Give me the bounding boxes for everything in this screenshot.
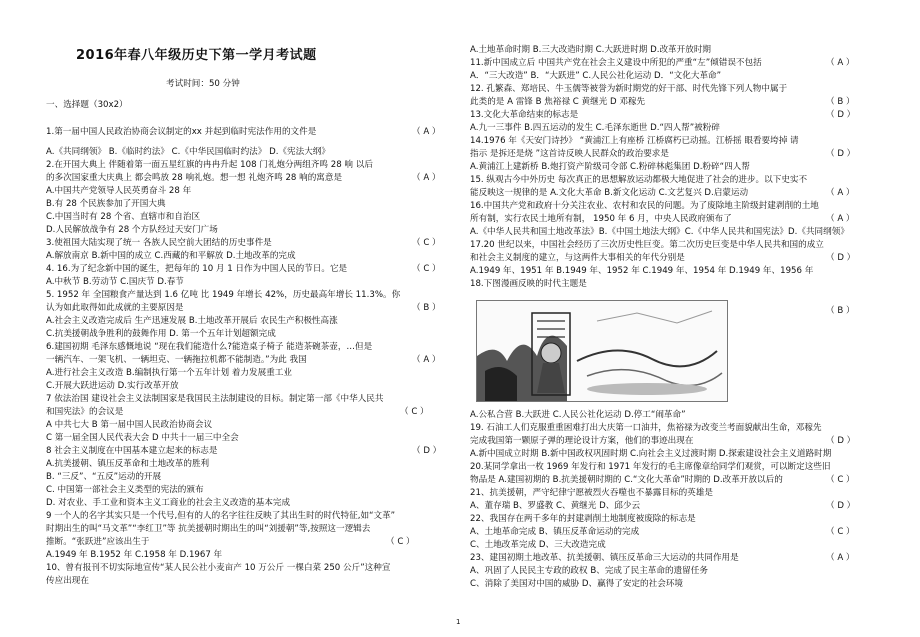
question-line: 19. 石油工人们克服重重困难打出大庆第一口油井，焦裕禄为改变兰考面貌献出生命，邓稼先: [470, 423, 822, 433]
answer: （ D ）: [826, 501, 856, 511]
question-line: 1.第一届中国人民政治协商会议制定的xx 并起到临时宪法作用的文件是: [46, 127, 317, 137]
question-line: A.1949 年 B.1952 年 C.1958 年 D.1967 年: [46, 550, 223, 560]
answer: （ D ）: [826, 253, 856, 263]
question-line: 22、我国存在两千多年的封建剥削土地制度被废除的标志是: [470, 514, 696, 524]
answer: （ A ）: [826, 188, 855, 198]
question-line: A.社会主义改造完成后 生产迅速发展 B.土地改革开展后 农民生产积极性高涨: [46, 316, 338, 326]
question-line: 此类的是 A 雷锋 B 焦裕禄 C 黄继光 D 邓稼先: [470, 97, 646, 107]
question-line: A.新中国成立时期 B.新中国政权巩固时期 C.向社会主义过渡时期 D.探索建设社会主义道路时期: [470, 449, 832, 459]
answer: （ C ）: [400, 407, 429, 417]
question-line: 物品是 A.建国初期的 B.抗美援朝时期的 C.“文化大革命”时期的 D.改革开放以后的: [470, 475, 783, 485]
question-line: A.黄浦江上建新桥 B.炮打资产阶级司令部 C.粉碎林彪集团 D.粉碎“四人帮: [470, 162, 750, 172]
question-line: C、消除了美国对中国的威胁 D、赢得了安定的社会环境: [470, 579, 684, 589]
question-line: C.抗美援朝战争胜利的鼓舞作用 D. 第一个五年计划超额完成: [46, 329, 276, 339]
question-line: A.中国共产党领导人民英勇奋斗 28 年: [46, 186, 192, 196]
question-line: 9 一个人的名字其实只是一个代号,但有的人的名字往往反映了其出生时的时代特征,如“文革”: [46, 511, 396, 521]
question-line: 和国宪法》的会议是: [46, 407, 124, 417]
question-line: A、土地革命完成 B、镇压反革命运动的完成: [470, 527, 640, 537]
answer: （ A ）: [826, 58, 855, 68]
section-heading: 一、选择题（30x2）: [46, 100, 128, 110]
question-line: A.《共同纲领》 B.《临时约法》 C.《中华民国临时约法》 D.《宪法大纲》: [46, 147, 330, 157]
answer: （ C ）: [826, 475, 855, 485]
question-line: 14.1976 年《天安门诗抄》 “黄浦江上有座桥 江桥腐朽已动摇。江桥摇 眼看要垮掉 请: [470, 136, 799, 146]
answer: （ A ）: [826, 553, 855, 563]
question-line: 4. 16.为了纪念新中国的诞生，把每年的 10 月 1 日作为中国人民的节日。它是: [46, 264, 348, 274]
cartoon-figure: [476, 300, 728, 402]
question-line: 认为如此取得如此成就的主要原因是: [46, 303, 184, 313]
question-line: 10、曾有报刊不切实际地宣传“某人民公社小麦亩产 10 万公斤 一棵白菜 250 公斤”这种宣: [46, 563, 391, 573]
question-line: A.《中华人民共和国土地改革法》B.《中国土地法大纲》C.《中华人民共和国宪法》D.《共同纲领》: [470, 227, 849, 237]
question-line: 推断。“张跃进”应该出生于: [46, 537, 150, 547]
question-line: 传应出现在: [46, 576, 89, 586]
answer: （ C ）: [412, 264, 441, 274]
exam-time: 考试时间：50 分钟: [166, 79, 240, 89]
question-line: 8 社会主义制度在中国基本建立起来的标志是: [46, 446, 218, 456]
question-line: D. 对农业、手工业和资本主义工商业的社会主义改造的基本完成: [46, 498, 291, 508]
answer: （ C ）: [412, 238, 441, 248]
question-line: A.九一三事件 B.四五运动的发生 C.毛泽东逝世 D.“四人帮”被粉碎: [470, 123, 720, 133]
answer: （ A ）: [826, 214, 855, 224]
page-number: 1: [456, 618, 461, 626]
question-line: B.有 28 个民族参加了开国大典: [46, 199, 166, 209]
answer: （ D ）: [826, 436, 856, 446]
question-line: 12. 孔繁森、郑培民、牛玉儒等被誉为新时期党的好干部、时代先锋下列人物中属于: [470, 84, 788, 94]
question-line: 时期出生的叫“马文革”“李红卫”等 抗美援朝时期出生的叫“刘援朝”等,按照这一逻辑去: [46, 524, 371, 534]
question-line: 13.文化大革命结束的标志是: [470, 110, 579, 120]
question-line: C.中国当时有 28 个省、直辖市和自治区: [46, 212, 201, 222]
question-line: A、董存瑞 B、罗盛教 C、黄继光 D、邱少云: [470, 501, 641, 511]
answer: （ B ）: [826, 97, 855, 107]
question-line: A.土地革命时期 B.三大改造时期 C.大跃进时期 D.改革开放时期: [470, 45, 712, 55]
question-line: A.公私合营 B.大跃进 C.人民公社化运动 D.停工“闹革命”: [470, 410, 686, 420]
question-line: 2.在开国大典上 伴随着第一面五星红旗的冉冉升起 108 门礼炮分两组齐鸣 28 响 以后: [46, 160, 373, 170]
question-line: 17.20 世纪以来，中国社会经历了三次历史性巨变。第二次历史巨变是中华人民共和国的成立: [470, 240, 824, 250]
question-line: C 第一届全国人民代表大会 D 中共十一届三中全会: [46, 433, 239, 443]
answer: （ D ）: [826, 149, 856, 159]
question-line: C、土地改革完成 D、三大改造完成: [470, 540, 606, 550]
answer: （ C ）: [826, 527, 855, 537]
question-line: 6.建国初期 毛泽东感慨地说 “现在我们能造什么?能造桌子椅子 能造茶碗茶壶，…但是: [46, 342, 373, 352]
question-line: 11.新中国成立后 中国共产党在社会主义建设中所犯的严重“左”倾错误不包括: [470, 58, 762, 68]
answer: （ A ）: [412, 355, 441, 365]
question-line: 7 依法治国 建设社会主义法制国家是我国民主法制建设的目标。制定第一部《中华人民共: [46, 394, 384, 404]
question-line: 指示 是拆还是烧 ”这首诗反映人民群众的政治要求是: [470, 149, 669, 159]
question-line: A、巩固了人民民主专政的政权 B、完成了民主革命的遗留任务: [470, 566, 708, 576]
question-line: 的多次国家重大庆典上 都会鸣放 28 响礼炮。想一想 礼炮齐鸣 28 响的寓意是: [46, 173, 343, 183]
answer: （ D ）: [412, 446, 442, 456]
question-line: 一辆汽车、一架飞机、一辆坦克、一辆拖拉机都不能制造。”为此 我国: [46, 355, 307, 365]
question-line: A.中秋节 B.劳动节 C.国庆节 D.春节: [46, 277, 184, 287]
page-title: 2016年春八年级历史下第一学月考试题: [76, 48, 317, 63]
question-line: 5. 1952 年 全国粮食产量达到 1.6 亿吨 比 1949 年增长 42%，历史最高年增长 11.3%。你: [46, 290, 401, 300]
question-line: 和社会主义制度的建立，与这两件大事相关的年代分别是: [470, 253, 685, 263]
question-line: A 中共七大 B 第一届中国人民政治协商会议: [46, 420, 213, 430]
answer: （ D ）: [826, 110, 856, 120]
question-line: 3.使祖国大陆实现了统一 各族人民空前大团结的历史事件是: [46, 238, 272, 248]
question-line: B. “三反”、“五反”运动的开展: [46, 472, 162, 482]
question-line: D.人民解放战争有 28 个方队经过天安门广场: [46, 225, 218, 235]
question-line: 所有制，实行农民土地所有制， 1950 年 6 月，中央人民政府颁布了: [470, 214, 732, 224]
question-line: A．“三大改造” B．“大跃进” C.人民公社化运动 D．“文化大革命”: [470, 71, 722, 81]
answer: （ B ）: [412, 303, 441, 313]
question-line: C. 中国第一部社会主义类型的宪法的颁布: [46, 485, 204, 495]
question-line: 21、抗美援朝，严守纪律宁愿被烈火吞噬也不暴露目标的英雄是: [470, 488, 713, 498]
question-line: 能反映这一规律的是 A.文化大革命 B.新文化运动 C.文艺复兴 D.启蒙运动: [470, 188, 749, 198]
question-line: A.抗美援朝、镇压反革命和土地改革的胜利: [46, 459, 210, 469]
question-line: C.开展大跃进运动 D.实行改革开放: [46, 381, 179, 391]
answer: （ B ）: [826, 306, 855, 316]
question-line: 20.某同学拿出一枚 1969 年发行和 1971 年发行的毛主席像章给同学们观赏，可以断定这些旧: [470, 462, 831, 472]
answer: （ A ）: [412, 127, 441, 137]
question-line: 16.中国共产党和政府十分关注农业、农村和农民的问题。为了废除地主阶级封建剥削的土地: [470, 201, 819, 211]
question-line: A.解放南京 B.新中国的成立 C.西藏的和平解放 D.土地改革的完成: [46, 251, 296, 261]
answer: （ C ）: [386, 537, 415, 547]
cartoon-drawing: [477, 301, 727, 401]
question-line: 完成我国第一颗原子弹的理论设计方案，他们的事迹出现在: [470, 436, 694, 446]
answer: （ A ）: [412, 173, 441, 183]
question-line: 18.下图漫画反映的时代主题是: [470, 279, 587, 289]
question-line: A.进行社会主义改造 B.编制执行第一个五年计划 着力发展重工业: [46, 368, 292, 378]
question-line: A.1949 年、1951 年 B.1949 年、1952 年 C.1949 年、1954 年 D.1949 年、1956 年: [470, 266, 814, 276]
question-line: 15. 纵观古今中外历史 每次真正的思想解放运动都极大地促进了社会的进步。以下史实不: [470, 175, 808, 185]
question-line: 23、建国初期土地改革、抗美援朝、镇压反革命三大运动的共同作用是: [470, 553, 739, 563]
